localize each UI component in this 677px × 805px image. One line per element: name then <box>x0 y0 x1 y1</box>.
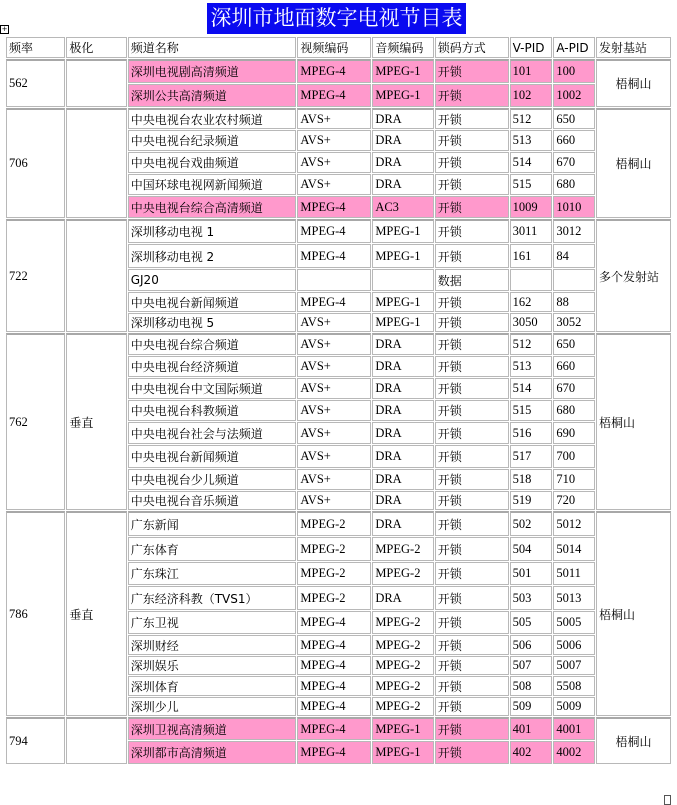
video-cell: AVS+ <box>297 378 371 399</box>
video-cell: AVS+ <box>297 333 371 355</box>
lock-cell: 开锁 <box>435 84 509 107</box>
audio-cell: DRA <box>372 130 433 151</box>
lock-cell: 开锁 <box>435 635 509 655</box>
audio-cell: MPEG-2 <box>372 697 433 716</box>
video-cell: MPEG-4 <box>297 292 371 312</box>
frequency-cell: 706 <box>6 108 65 218</box>
name-cell: 中国环球电视网新闻频道 <box>128 174 297 195</box>
name-cell: 中央电视台新闻频道 <box>128 445 297 468</box>
vpid-cell: 402 <box>510 741 553 764</box>
header-row <box>6 37 671 58</box>
name-cell: 深圳娱乐 <box>128 656 297 675</box>
frequency-cell: 794 <box>6 717 65 764</box>
apid-cell: 5006 <box>553 635 595 655</box>
name-cell: 深圳体育 <box>128 676 297 696</box>
column-header: 音频编码 <box>372 37 433 58</box>
table-row <box>6 333 671 355</box>
audio-cell: DRA <box>372 108 433 129</box>
audio-cell: DRA <box>372 445 433 468</box>
video-cell: AVS+ <box>297 313 371 332</box>
program-table <box>5 36 672 765</box>
vpid-cell: 161 <box>510 244 553 268</box>
apid-cell: 88 <box>553 292 595 312</box>
vpid-cell: 101 <box>510 59 553 83</box>
name-cell: 深圳卫视高清频道 <box>128 717 297 740</box>
apid-cell: 5009 <box>553 697 595 716</box>
audio-cell: MPEG-1 <box>372 717 433 740</box>
vpid-cell: 512 <box>510 333 553 355</box>
name-cell: 中央电视台音乐频道 <box>128 491 297 510</box>
audio-cell: MPEG-2 <box>372 635 433 655</box>
lock-cell: 开锁 <box>435 174 509 195</box>
vpid-cell: 515 <box>510 174 553 195</box>
video-cell: AVS+ <box>297 422 371 444</box>
lock-cell: 开锁 <box>435 537 509 561</box>
name-cell: 广东经济科教（TVS1） <box>128 586 297 610</box>
audio-cell: DRA <box>372 400 433 421</box>
video-cell: MPEG-4 <box>297 84 371 107</box>
apid-cell: 100 <box>553 59 595 83</box>
name-cell: 深圳财经 <box>128 635 297 655</box>
audio-cell: DRA <box>372 174 433 195</box>
lock-cell: 开锁 <box>435 676 509 696</box>
video-cell: MPEG-4 <box>297 741 371 764</box>
column-header: 发射基站 <box>596 37 671 58</box>
vpid-cell: 516 <box>510 422 553 444</box>
column-header: 锁码方式 <box>435 37 509 58</box>
name-cell: 中央电视台纪录频道 <box>128 130 297 151</box>
apid-cell: 650 <box>553 333 595 355</box>
lock-cell: 开锁 <box>435 152 509 173</box>
audio-cell: AC3 <box>372 196 433 218</box>
audio-cell: DRA <box>372 491 433 510</box>
vpid-cell: 512 <box>510 108 553 129</box>
vpid-cell: 3050 <box>510 313 553 332</box>
lock-cell: 开锁 <box>435 130 509 151</box>
audio-cell: MPEG-1 <box>372 59 433 83</box>
name-cell: 中央电视台戏曲频道 <box>128 152 297 173</box>
audio-cell: DRA <box>372 511 433 536</box>
lock-cell: 开锁 <box>435 356 509 377</box>
audio-cell: MPEG-1 <box>372 219 433 243</box>
vpid-cell: 501 <box>510 562 553 585</box>
audio-cell: MPEG-1 <box>372 741 433 764</box>
name-cell: 中央电视台科教频道 <box>128 400 297 421</box>
apid-cell: 680 <box>553 400 595 421</box>
frequency-cell: 722 <box>6 219 65 332</box>
lock-cell: 开锁 <box>435 511 509 536</box>
audio-cell: MPEG-1 <box>372 244 433 268</box>
lock-cell: 开锁 <box>435 469 509 490</box>
column-header: V-PID <box>510 37 553 58</box>
video-cell: MPEG-4 <box>297 611 371 634</box>
lock-cell: 开锁 <box>435 313 509 332</box>
table-row <box>6 717 671 740</box>
name-cell: 中央电视台农业农村频道 <box>128 108 297 129</box>
video-cell: AVS+ <box>297 174 371 195</box>
vpid-cell: 504 <box>510 537 553 561</box>
station-cell: 梧桐山 <box>596 59 671 107</box>
name-cell: 中央电视台新闻频道 <box>128 292 297 312</box>
name-cell: 深圳电视剧高清频道 <box>128 59 297 83</box>
audio-cell <box>372 269 433 291</box>
video-cell: AVS+ <box>297 356 371 377</box>
audio-cell: MPEG-2 <box>372 611 433 634</box>
lock-cell: 开锁 <box>435 697 509 716</box>
audio-cell: MPEG-2 <box>372 537 433 561</box>
audio-cell: DRA <box>372 469 433 490</box>
apid-cell: 680 <box>553 174 595 195</box>
apid-cell: 690 <box>553 422 595 444</box>
vpid-cell: 502 <box>510 511 553 536</box>
frequency-cell: 762 <box>6 333 65 510</box>
lock-cell: 开锁 <box>435 445 509 468</box>
vpid-cell: 3011 <box>510 219 553 243</box>
name-cell: 广东珠江 <box>128 562 297 585</box>
apid-cell: 5014 <box>553 537 595 561</box>
column-header: 视频编码 <box>297 37 371 58</box>
polarization-cell: 垂直 <box>66 511 126 716</box>
lock-cell: 开锁 <box>435 717 509 740</box>
frequency-cell: 562 <box>6 59 65 107</box>
column-header: 频道名称 <box>128 37 297 58</box>
name-cell: 中央电视台中文国际频道 <box>128 378 297 399</box>
video-cell: AVS+ <box>297 152 371 173</box>
video-cell: MPEG-4 <box>297 59 371 83</box>
station-cell: 梧桐山 <box>596 511 671 716</box>
lock-cell: 开锁 <box>435 422 509 444</box>
apid-cell: 720 <box>553 491 595 510</box>
vpid-cell: 162 <box>510 292 553 312</box>
vpid-cell: 513 <box>510 356 553 377</box>
name-cell: 广东新闻 <box>128 511 297 536</box>
lock-cell: 开锁 <box>435 400 509 421</box>
vpid-cell: 505 <box>510 611 553 634</box>
lock-cell: 开锁 <box>435 586 509 610</box>
lock-cell: 开锁 <box>435 491 509 510</box>
apid-cell: 650 <box>553 108 595 129</box>
name-cell: 深圳都市高清频道 <box>128 741 297 764</box>
table-row <box>6 511 671 536</box>
video-cell: MPEG-4 <box>297 717 371 740</box>
lock-cell: 开锁 <box>435 378 509 399</box>
apid-cell: 5012 <box>553 511 595 536</box>
video-cell: AVS+ <box>297 491 371 510</box>
name-cell: 中央电视台社会与法频道 <box>128 422 297 444</box>
lock-cell: 开锁 <box>435 656 509 675</box>
lock-cell: 开锁 <box>435 108 509 129</box>
audio-cell: MPEG-2 <box>372 676 433 696</box>
vpid-cell: 518 <box>510 469 553 490</box>
vpid-cell: 507 <box>510 656 553 675</box>
audio-cell: MPEG-1 <box>372 84 433 107</box>
lock-cell: 开锁 <box>435 59 509 83</box>
video-cell: MPEG-4 <box>297 635 371 655</box>
vpid-cell: 102 <box>510 84 553 107</box>
apid-cell: 3052 <box>553 313 595 332</box>
vpid-cell: 401 <box>510 717 553 740</box>
name-cell: 深圳移动电视 2 <box>128 244 297 268</box>
audio-cell: DRA <box>372 586 433 610</box>
name-cell: 广东体育 <box>128 537 297 561</box>
vpid-cell: 514 <box>510 378 553 399</box>
audio-cell: DRA <box>372 422 433 444</box>
vpid-cell: 519 <box>510 491 553 510</box>
apid-cell: 670 <box>553 152 595 173</box>
lock-cell: 数据 <box>435 269 509 291</box>
vpid-cell: 1009 <box>510 196 553 218</box>
name-cell: 中央电视台综合高清频道 <box>128 196 297 218</box>
apid-cell: 4001 <box>553 717 595 740</box>
name-cell: 深圳少儿 <box>128 697 297 716</box>
lock-cell: 开锁 <box>435 244 509 268</box>
video-cell: AVS+ <box>297 469 371 490</box>
name-cell: 深圳移动电视 1 <box>128 219 297 243</box>
name-cell: 中央电视台少儿频道 <box>128 469 297 490</box>
name-cell: GJ20 <box>128 269 297 291</box>
paragraph-end-mark <box>664 795 671 805</box>
apid-cell: 670 <box>553 378 595 399</box>
video-cell: AVS+ <box>297 108 371 129</box>
page-title: 深圳市地面数字电视节目表 <box>207 3 466 34</box>
video-cell: MPEG-2 <box>297 537 371 561</box>
apid-cell: 660 <box>553 130 595 151</box>
station-cell: 梧桐山 <box>596 717 671 764</box>
apid-cell: 700 <box>553 445 595 468</box>
name-cell: 深圳移动电视 5 <box>128 313 297 332</box>
polarization-cell: 垂直 <box>66 333 126 510</box>
audio-cell: DRA <box>372 152 433 173</box>
lock-cell: 开锁 <box>435 219 509 243</box>
video-cell: MPEG-4 <box>297 676 371 696</box>
apid-cell: 4002 <box>553 741 595 764</box>
apid-cell <box>553 269 595 291</box>
audio-cell: MPEG-2 <box>372 562 433 585</box>
video-cell <box>297 269 371 291</box>
table-move-handle-icon[interactable]: + <box>1 25 8 33</box>
video-cell: MPEG-4 <box>297 244 371 268</box>
polarization-cell <box>66 717 126 764</box>
apid-cell: 1002 <box>553 84 595 107</box>
vpid-cell: 514 <box>510 152 553 173</box>
lock-cell: 开锁 <box>435 196 509 218</box>
vpid-cell: 508 <box>510 676 553 696</box>
vpid-cell: 503 <box>510 586 553 610</box>
vpid-cell: 506 <box>510 635 553 655</box>
apid-cell: 5005 <box>553 611 595 634</box>
apid-cell: 5011 <box>553 562 595 585</box>
audio-cell: MPEG-1 <box>372 292 433 312</box>
polarization-cell <box>66 219 126 332</box>
audio-cell: MPEG-1 <box>372 313 433 332</box>
video-cell: MPEG-2 <box>297 562 371 585</box>
lock-cell: 开锁 <box>435 562 509 585</box>
lock-cell: 开锁 <box>435 611 509 634</box>
station-cell: 梧桐山 <box>596 108 671 218</box>
audio-cell: DRA <box>372 378 433 399</box>
video-cell: MPEG-4 <box>297 219 371 243</box>
lock-cell: 开锁 <box>435 292 509 312</box>
apid-cell: 84 <box>553 244 595 268</box>
apid-cell: 660 <box>553 356 595 377</box>
column-header: 频率 <box>6 37 65 58</box>
video-cell: AVS+ <box>297 400 371 421</box>
audio-cell: DRA <box>372 333 433 355</box>
column-header: A-PID <box>553 37 595 58</box>
name-cell: 广东卫视 <box>128 611 297 634</box>
vpid-cell: 515 <box>510 400 553 421</box>
vpid-cell: 509 <box>510 697 553 716</box>
video-cell: MPEG-4 <box>297 196 371 218</box>
video-cell: MPEG-4 <box>297 697 371 716</box>
audio-cell: MPEG-2 <box>372 656 433 675</box>
video-cell: MPEG-2 <box>297 586 371 610</box>
video-cell: MPEG-4 <box>297 656 371 675</box>
apid-cell: 5013 <box>553 586 595 610</box>
name-cell: 深圳公共高清频道 <box>128 84 297 107</box>
apid-cell: 710 <box>553 469 595 490</box>
lock-cell: 开锁 <box>435 741 509 764</box>
vpid-cell <box>510 269 553 291</box>
audio-cell: DRA <box>372 356 433 377</box>
column-header: 极化 <box>66 37 126 58</box>
frequency-cell: 786 <box>6 511 65 716</box>
name-cell: 中央电视台经济频道 <box>128 356 297 377</box>
polarization-cell <box>66 108 126 218</box>
table-row <box>6 108 671 129</box>
apid-cell: 5007 <box>553 656 595 675</box>
video-cell: AVS+ <box>297 130 371 151</box>
station-cell: 梧桐山 <box>596 333 671 510</box>
apid-cell: 5508 <box>553 676 595 696</box>
polarization-cell <box>66 59 126 107</box>
vpid-cell: 513 <box>510 130 553 151</box>
lock-cell: 开锁 <box>435 333 509 355</box>
video-cell: AVS+ <box>297 445 371 468</box>
station-cell: 多个发射站 <box>596 219 671 332</box>
table-row <box>6 59 671 83</box>
name-cell: 中央电视台综合频道 <box>128 333 297 355</box>
table-row <box>6 219 671 243</box>
apid-cell: 1010 <box>553 196 595 218</box>
video-cell: MPEG-2 <box>297 511 371 536</box>
apid-cell: 3012 <box>553 219 595 243</box>
vpid-cell: 517 <box>510 445 553 468</box>
